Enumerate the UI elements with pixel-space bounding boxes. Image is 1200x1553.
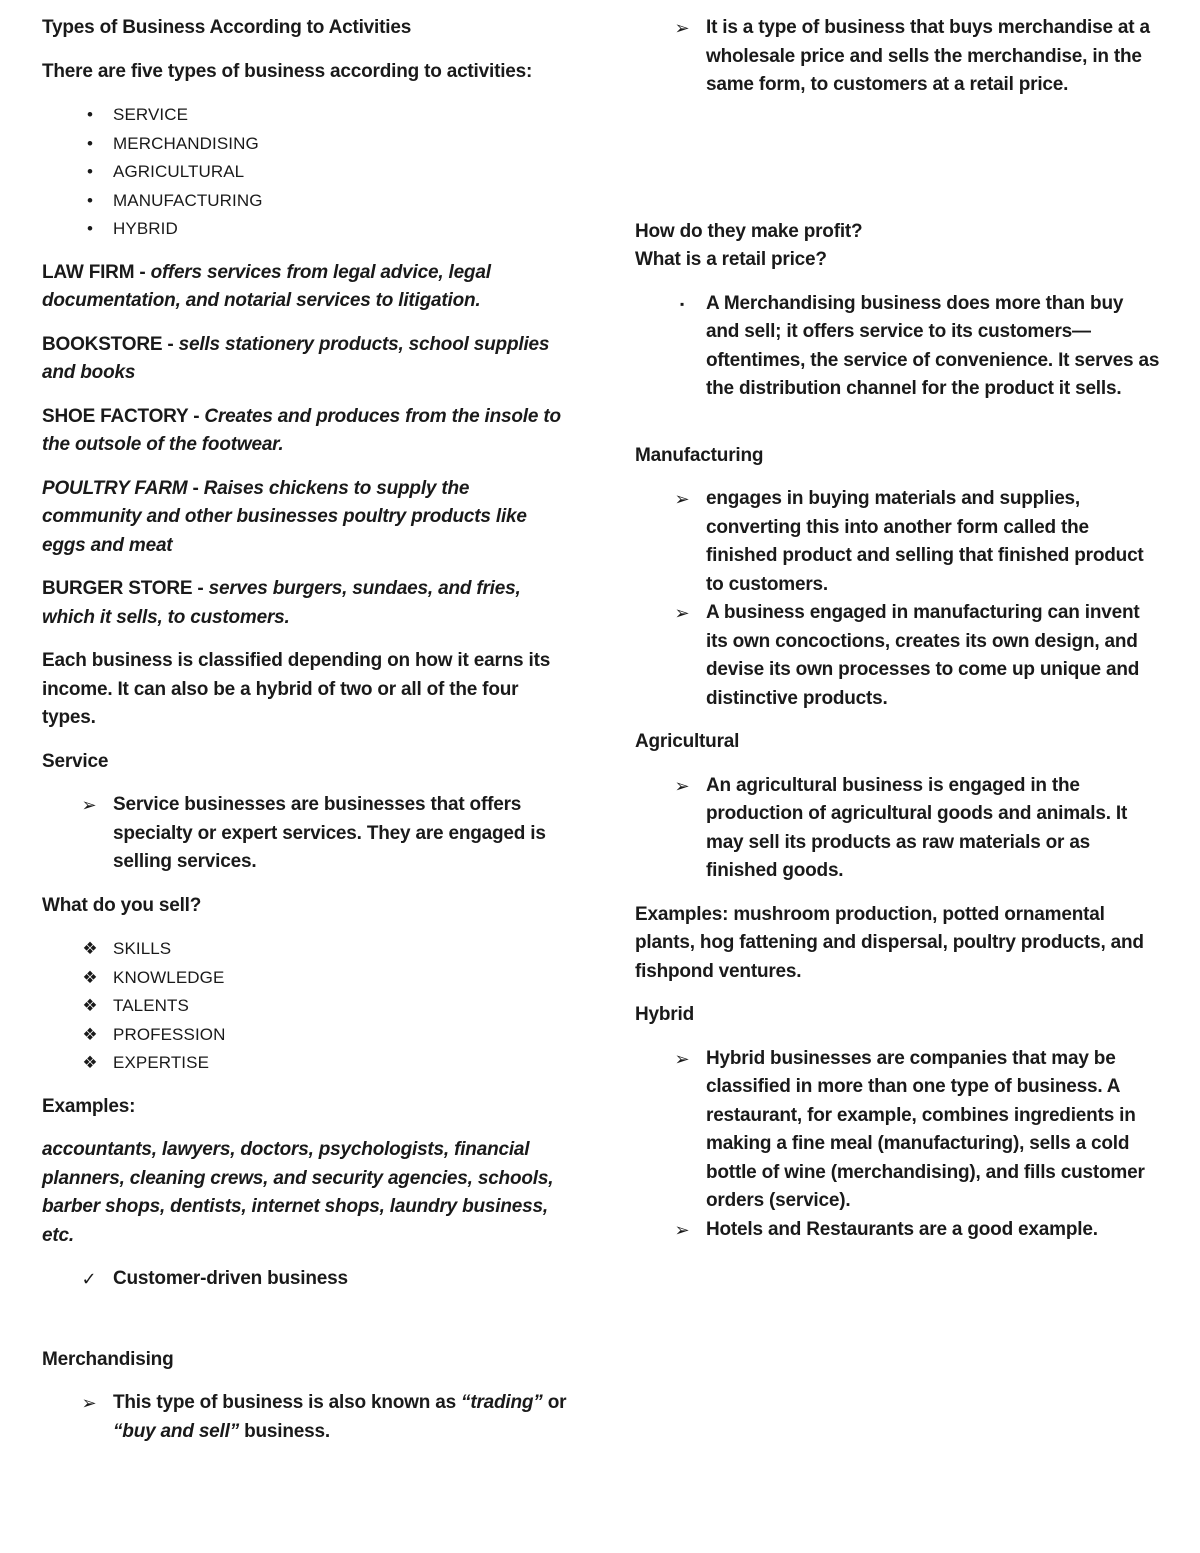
bullet-icon: •	[86, 190, 94, 210]
arrow-bullet-icon: ➢	[674, 1048, 690, 1069]
list-item: ▪ A Merchandising business does more than buy and sell; it offers service to its customers—oftentimes, the service of convenience. It serves as the distribution channel for the product it sells.	[635, 290, 1160, 404]
arrow-bullet-icon: ➢	[674, 1219, 690, 1240]
list-item: ➢ Hotels and Restaurants are a good example.	[635, 1216, 1160, 1245]
customer-driven-list	[42, 1265, 572, 1294]
manufacturing-list	[635, 485, 1160, 713]
service-heading: Service	[42, 750, 109, 772]
list-item: ➢ Service businesses are businesses that offers specialty or expert services. They are engaged is selling services.	[42, 791, 572, 877]
bullet-icon: •	[86, 162, 94, 181]
diamond-bullet-icon: ❖	[82, 939, 98, 958]
diamond-bullet-icon: ❖	[82, 996, 98, 1015]
list-item: • AGRICULTURAL	[42, 158, 572, 187]
diamond-bullet-icon: ❖	[82, 1024, 98, 1044]
list-item: ➢ This type of business is also known as “trading” or “buy and sell” business.	[42, 1389, 572, 1446]
business-types-list	[42, 101, 572, 244]
list-item: ❖ EXPERTISE	[42, 1049, 572, 1078]
agricultural-examples: Examples: mushroom production, potted ornamental plants, hog fattening and dispersal, poultry products, and fishpond ventures.	[635, 903, 1144, 982]
arrow-bullet-icon: ➢	[674, 775, 690, 796]
list-item: ➢ An agricultural business is engaged in the production of agricultural goods and animals. It may sell its products as raw materials or as finished goods.	[635, 772, 1160, 886]
bullet-icon: •	[86, 219, 94, 238]
example-burger-store: BURGER STORE - serves burgers, sundaes, and fries, which it sells, to customers.	[42, 578, 521, 628]
right-column	[635, 14, 1160, 1259]
examples-heading: Examples:	[42, 1095, 136, 1117]
sell-items-list	[42, 935, 572, 1078]
diamond-bullet-icon: ❖	[82, 1053, 98, 1072]
example-shoe-factory: SHOE FACTORY - Creates and produces from the insole to the outsole of the footwear.	[42, 405, 561, 455]
arrow-bullet-icon: ➢	[81, 795, 97, 815]
merchandising-heading: Merchandising	[42, 1348, 174, 1370]
merchandising-list-cont	[635, 14, 1160, 100]
list-item: ❖ KNOWLEDGE	[42, 964, 572, 993]
hybrid-list	[635, 1045, 1160, 1245]
list-item: • MERCHANDISING	[42, 130, 572, 159]
list-item: ➢ engages in buying materials and supplies, converting this into another form called the finished product and selling that finished product to customers.	[635, 485, 1160, 599]
example-law-firm: LAW FIRM - offers services from legal advice, legal documentation, and notarial services to litigation.	[42, 261, 491, 311]
profit-question: How do they make profit?	[635, 220, 863, 242]
classification-text: Each business is classified depending on how it earns its income. It can also be a hybrid of two or all of the four types.	[42, 650, 551, 728]
manufacturing-heading: Manufacturing	[635, 444, 764, 466]
sell-question: What do you sell?	[42, 894, 202, 916]
diamond-bullet-icon: ❖	[82, 967, 98, 987]
list-item: ➢ It is a type of business that buys merchandise at a wholesale price and sells the merchandise, in the same form, to customers at a retail price.	[635, 14, 1160, 100]
checkmark-icon: ✓	[81, 1269, 97, 1289]
spacer	[635, 100, 1160, 218]
merchandising-list	[42, 1389, 572, 1446]
retail-question: What is a retail price?	[635, 249, 827, 270]
agricultural-list	[635, 772, 1160, 886]
list-item: ❖ SKILLS	[42, 935, 572, 964]
list-item: • SERVICE	[42, 101, 572, 130]
arrow-bullet-icon: ➢	[674, 489, 690, 509]
list-item: ❖ TALENTS	[42, 992, 572, 1021]
agricultural-heading: Agricultural	[635, 731, 740, 752]
list-item: ✓ Customer-driven business	[42, 1265, 572, 1294]
intro-text: There are five types of business according to activities:	[42, 60, 533, 82]
spacer	[635, 404, 1160, 442]
service-list	[42, 791, 572, 877]
example-bookstore: BOOKSTORE - sells stationery products, school supplies and books	[42, 333, 550, 383]
bullet-icon: •	[86, 105, 94, 124]
arrow-bullet-icon: ➢	[81, 1393, 97, 1413]
arrow-bullet-icon: ➢	[674, 18, 690, 38]
hybrid-heading: Hybrid	[635, 1004, 694, 1025]
example-poultry-farm: POULTRY FARM - Raises chickens to supply the community and other businesses poultry products like eggs and meat	[42, 477, 527, 556]
list-item: ➢ A business engaged in manufacturing can invent its own concoctions, creates its own design, and devise its own processes to come up unique and distinctive products.	[635, 599, 1160, 713]
document-title: Types of Business According to Activities	[42, 17, 412, 38]
square-bullet-icon: ▪	[679, 296, 685, 311]
merchandising-note-list	[635, 290, 1160, 404]
bullet-icon: •	[86, 133, 94, 153]
arrow-bullet-icon: ➢	[674, 603, 690, 623]
list-item: • HYBRID	[42, 215, 572, 244]
list-item: ❖ PROFESSION	[42, 1021, 572, 1050]
list-item: • MANUFACTURING	[42, 187, 572, 216]
left-column	[42, 14, 572, 1461]
examples-text: accountants, lawyers, doctors, psychologists, financial planners, cleaning crews, and security agencies, schools, barber shops, dentists, internet shops, laundry business, etc.	[42, 1139, 554, 1246]
spacer	[42, 1294, 572, 1346]
list-item: ➢ Hybrid businesses are companies that may be classified in more than one type of business. A restaurant, for example, combines ingredients in making a fine meal (manufacturing), sells a cold bottle of wine (merchandising), and fills customer orders (service).	[635, 1045, 1160, 1216]
